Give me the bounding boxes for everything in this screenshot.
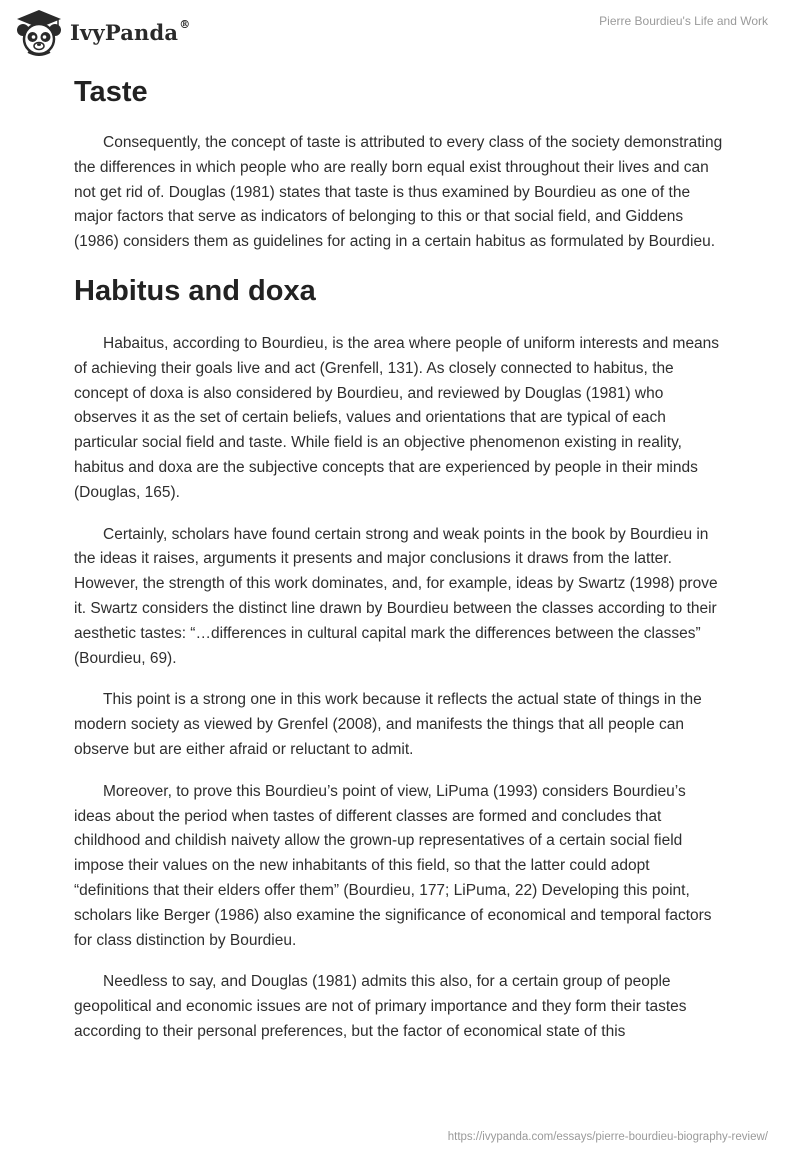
ivypanda-logo[interactable] xyxy=(14,8,190,56)
paragraph: Habaitus, according to Bourdieu, is the area where people of uniform interests and means of achieving their goals live and act (Grenfell, 131). As closely connected to habitus, the concept of doxa is also considered by Bourdieu, and reviewed by Douglas (1981) who observes it as the set of certain beliefs, values and orientations that are typical of each particular social field and taste. While field is an objective phenomenon existing in reality, habitus and doxa are the subjective concepts that are experienced by people in their minds (Douglas, 165). xyxy=(74,334,720,501)
source-url[interactable]: https://ivypanda.com/essays/pierre-bourdieu-biography-review/ xyxy=(447,1131,768,1143)
document-title: Pierre Bourdieu's Life and Work xyxy=(599,14,768,28)
brand-name: IvyPanda® xyxy=(70,17,191,45)
article-body xyxy=(74,72,726,1045)
page-header xyxy=(0,0,800,62)
section-heading-taste: Taste xyxy=(74,76,148,108)
paragraph: This point is a strong one in this work because it reflects the actual state of things in the modern society as viewed by Grenfel (2008), and manifests the things that all people can observe but are either afraid or reluctant to admit. xyxy=(74,691,702,758)
section-heading-habitus-doxa: Habitus and doxa xyxy=(74,274,316,307)
panda-graduate-icon xyxy=(14,8,64,56)
paragraph: Consequently, the concept of taste is attributed to every class of the society demonstrating the differences in which people who are really born equal exist throughout their lives and can not get rid of. Douglas (1981) states that taste is thus examined by Bourdieu as one of the major factors that serve as indicators of belonging to this or that social field, and Giddens (1986) considers them as guidelines for acting in a certain habitus as formulated by Bourdieu. xyxy=(74,134,723,251)
paragraph: Moreover, to prove this Bourdieu’s point of view, LiPuma (1993) considers Bourdieu’s ideas about the period when tastes of different classes are formed and concludes that childhood and childish naivety allow the grown-up representatives of a certain social field impose their values on the new inhabitants of this field, so that the latter could adopt “definitions that their elders offer them” (Bourdieu, 177; LiPuma, 22) Developing this point, scholars like Berger (1986) also examine the significance of economical and temporal factors for class distinction by Bourdieu. xyxy=(74,782,712,949)
paragraph: Needless to say, and Douglas (1981) admits this also, for a certain group of people geopolitical and economic issues are not of primary importance and they form their tastes according to their personal preferences, but the factor of economical state of this xyxy=(74,973,687,1040)
paragraph: Certainly, scholars have found certain strong and weak points in the book by Bourdieu in the ideas it raises, arguments it presents and major conclusions it draws from the latter. However, the strength of this work dominates, and, for example, ideas by Swartz (1998) prove it. Swartz considers the distinct line drawn by Bourdieu between the classes according to their aesthetic tastes: “…differences in cultural capital mark the differences between the classes” (Bourdieu, 69). xyxy=(74,525,718,667)
